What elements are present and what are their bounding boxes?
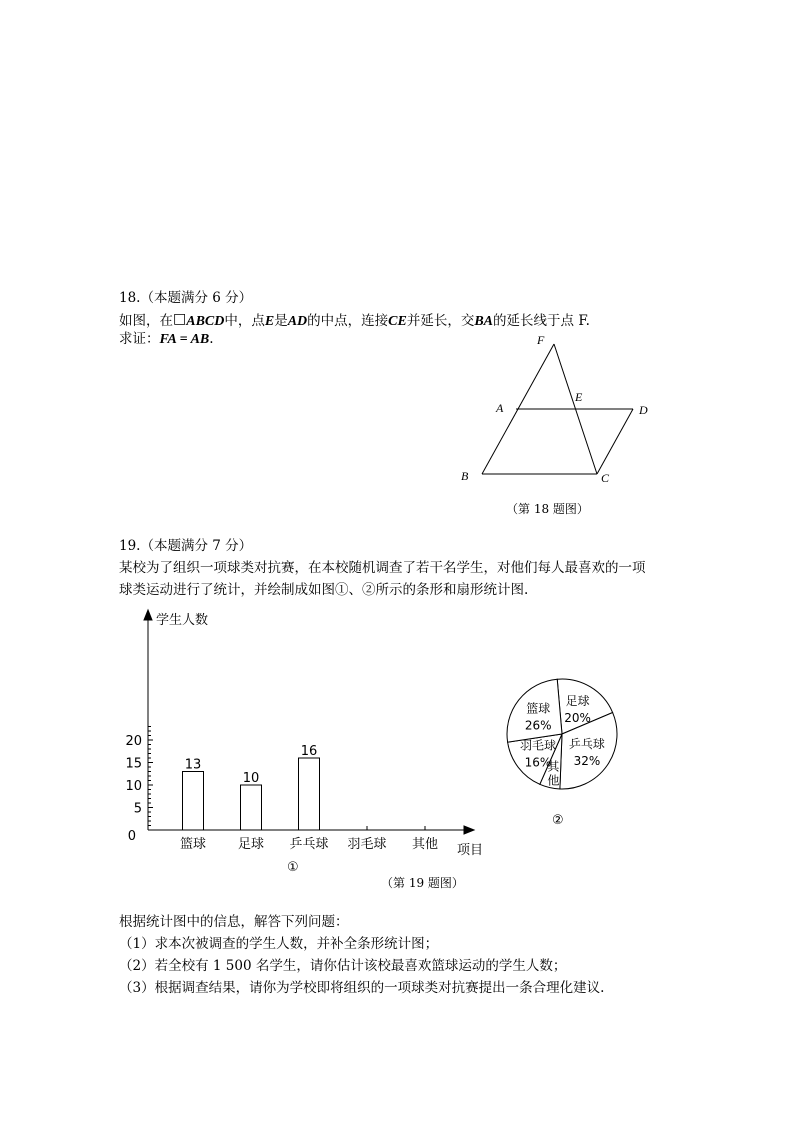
bar-value-label: 10 xyxy=(242,771,260,786)
bar-chart-figure-label: ① xyxy=(287,860,299,875)
y-tick-label: 0 xyxy=(127,829,136,844)
pie-slice-name: 羽毛球 xyxy=(519,738,556,753)
pie-slice-name: 足球 xyxy=(565,694,590,709)
q18-text-2: 是 xyxy=(274,313,288,329)
q18-prove-end: . xyxy=(209,331,214,347)
q18-prove-equation: FA = AB xyxy=(159,332,210,347)
bar-value-label: 13 xyxy=(184,757,202,773)
bar-chart-xlabel: 项目 xyxy=(457,843,484,858)
pie-chart-figure-label: ② xyxy=(552,813,564,828)
q18-text-pre: 如图，在 xyxy=(119,313,173,329)
label-a: A xyxy=(496,401,504,415)
bar-chart-ylabel: 学生人数 xyxy=(156,613,209,628)
q19-question-3: （3）根据调查结果，请你为学校即将组织的一项球类对抗赛提出一条合理化建议. xyxy=(119,980,605,996)
q18-segment-ba: BA xyxy=(474,314,494,329)
pie-slice-name: 乒乓球 xyxy=(568,737,605,752)
bar-1 xyxy=(183,772,204,831)
q18-header: 18.（本题满分 6 分） xyxy=(119,290,253,306)
pie-slice-percent: 20% xyxy=(564,711,591,726)
q18-text-1: 中，点 xyxy=(224,313,265,329)
bar-3 xyxy=(299,758,320,830)
q19-header: 19.（本题满分 7 分） xyxy=(119,538,253,554)
pie-slice-name: 篮球 xyxy=(526,701,551,716)
q18-segment-ce: CE xyxy=(388,314,407,329)
y-tick-label: 5 xyxy=(133,801,142,817)
bar-chart xyxy=(120,604,500,876)
q18-figure-caption: （第 18 题图） xyxy=(506,502,589,516)
x-category-label: 乒乓球 xyxy=(289,837,329,852)
q19-questions-intro: 根据统计图中的信息，解答下列问题： xyxy=(119,914,349,930)
q19-question-2: （2）若全校有 1 500 名学生，请你估计该校最喜欢篮球运动的学生人数； xyxy=(119,958,567,974)
q18-segment-ad: AD xyxy=(287,314,308,329)
x-category-label: 羽毛球 xyxy=(347,837,387,852)
label-b: B xyxy=(461,469,469,483)
x-category-label: 篮球 xyxy=(179,837,207,852)
q19-figure-caption: （第 19 题图） xyxy=(381,876,464,890)
q18-text-5: 的延长线于点 F. xyxy=(493,313,590,329)
pie-slice-percent: 16% xyxy=(524,755,552,770)
q18-figure xyxy=(455,330,665,490)
y-axis-arrow-icon xyxy=(144,610,152,620)
bar-2 xyxy=(241,785,262,830)
y-tick-label: 20 xyxy=(125,734,142,749)
y-tick-label: 10 xyxy=(125,779,142,794)
segment-dc xyxy=(597,409,633,474)
q18-prove-label: 求证： xyxy=(119,331,160,347)
q19-para-1: 某校为了组织一项球类对抗赛，在本校随机调查了若干名学生，对他们每人最喜欢的一项 xyxy=(119,560,646,576)
label-f: F xyxy=(537,333,545,347)
pie-slice-name: 其 xyxy=(547,759,560,774)
pie-slice-percent: 32% xyxy=(573,754,601,769)
q18-point-e: E xyxy=(264,314,275,329)
q19-question-1: （1）求本次被调查的学生人数，并补全条形统计图； xyxy=(119,936,439,952)
q18-text-3: 的中点，连接 xyxy=(307,313,389,329)
bar-value-label: 16 xyxy=(300,744,318,759)
pie-slice-percent: 26% xyxy=(524,718,552,733)
q19-para-2: 球类运动进行了统计，并绘制成如图①、②所示的条形和扇形统计图. xyxy=(119,582,529,598)
parallelogram-symbol: □ xyxy=(173,311,187,327)
q18-text-4: 并延长，交 xyxy=(406,313,475,329)
label-e: E xyxy=(575,390,583,404)
x-category-label: 其他 xyxy=(411,837,439,852)
q18-prove xyxy=(119,327,214,348)
label-c: C xyxy=(601,471,610,485)
pie-slice-name: 他 xyxy=(547,773,560,788)
x-category-label: 足球 xyxy=(237,837,265,852)
label-d: D xyxy=(639,403,648,417)
y-tick-label: 15 xyxy=(125,756,142,772)
x-axis-arrow-icon xyxy=(464,826,474,834)
pie-chart xyxy=(500,678,630,828)
q18-shape-abcd: ABCD xyxy=(186,314,225,329)
